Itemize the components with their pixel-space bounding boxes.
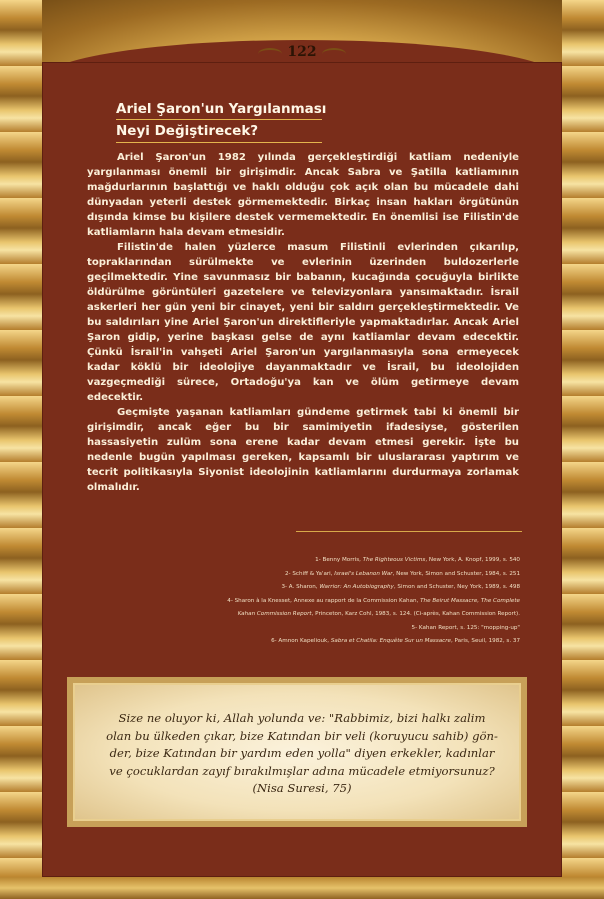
footnote-5: 5- Kahan Report, s. 125: "mopping-up" [411, 624, 520, 631]
paragraph: Geçmişte yaşanan katliamları gündeme getirmek tabi ki önemli bir girişimdir, ancak eğer bu bir samimiyetin ifadesiyse, gösterilen hassasiyetin zulüm sona erene kadar devam etmesi gerekir. İşte bu nedenle bugün yapılması gereken, kapsamlı bir uluslararası yaptırım ve tecrit politikasıyla Siyonist ideolojinin katliamlarını durdurmaya zorlamak olmalıdır. [87, 407, 519, 493]
footnote-2: 2- Schiff & Ya'ari, Israel's Lebanon War, New York, Simon and Schuster, 1984, s. 251 [284, 570, 520, 577]
article-body [87, 150, 519, 495]
footnotes [150, 554, 520, 649]
ornamental-frame-left [0, 0, 42, 899]
ornamental-frame-right [562, 0, 604, 899]
quote-line: der, bize Katından bir yardım eden yolla" diyen erkekler, kadınlar [109, 746, 495, 760]
quote-line: olan bu ülkeden çıkar, bize Katından bir veli (koruyucu sahib) gön- [106, 728, 498, 743]
footnote-1: 1- Benny Morris, The Righteous Victims, New York, A. Knopf, 1999, s. 540 [315, 557, 520, 563]
paragraph: Ariel Şaron'un 1982 yılında gerçekleştirdiği katliam nedeniyle yargılanması önemli bir girişimdir. Ancak Sabra ve Şatilla katliamının mağdurlarının başlattığı ve haklı olduğu çok açık olan bu mücadele dahi dünyadan yeterli destek görmemektedir. Birkaç insan hakları örgütünün dışında kimse bu kişilere destek vermemektedir. En önemlisi ise Filistin'de katliamların hala devam etmesidir. [87, 152, 519, 238]
quran-quote [96, 710, 508, 798]
article-title-line-1: Ariel Şaron'un Yargılanması [116, 101, 327, 117]
title-underline-1 [116, 119, 322, 120]
footnote-4-continued: Kahan Commission Report, Princeton, Karz Cohl, 1983, s. 124. (Ci-après, Kahan Commission Report). [237, 611, 520, 617]
page-number: 122 [287, 44, 317, 60]
quote-line: Size ne oluyor ki, Allah yolunda ve: "Rabbimiz, bizi halkı zalim [118, 711, 486, 725]
footnote-6: 6- Amnon Kapeliouk, Sabra et Chatila: Enquête Sur un Massacre, Paris, Seuil, 1982, s. 37 [271, 638, 520, 644]
article-title-line-2: Neyi Değiştirecek? [116, 123, 259, 139]
footnote-divider [296, 531, 522, 532]
footnote-3: 3- A. Sharon, Warrior: An Autobiography, Simon and Schuster, Ney York, 1989, s. 498 [281, 584, 520, 590]
ornamental-frame-bottom [0, 877, 604, 899]
quote-line: ve çocuklardan zayıf bırakılmışlar adına mücadele etmiyorsunuz? [109, 763, 495, 778]
quote-source: (Nisa Suresi, 75) [252, 781, 352, 795]
title-underline-2 [116, 142, 322, 143]
footnote-4: 4- Sharon à la Knesset, Annexe au rapport de la Commission Kahan, The Beirut Massacre, The Complete [227, 597, 520, 604]
paragraph: Filistin'de halen yüzlerce masum Filistinli evlerinden çıkarılıp, topraklarından sürülmekte ve evlerinin üzerinden buldozerlerle geçilmektedir. Yine savunmasız bir babanın, kucağında çocuğuyla birlikte öldürülme görüntüleri gazetelere ve televizyonlara yansımaktadır. İsrail askerleri her gün yeni bir cinayet, yeni bir saldırı gerçekleştirmektedir. Ve bu saldırıları yine Ariel Şaron'un direktifleriyle yapmaktadırlar. Ancak Ariel Şaron gidip, yerine başkası gelse de aynı katliamlar devam edecektir. Çünkü İsrail'in vahşeti Ariel Şaron'un yargılanmasıyla sona ermeyecek kadar köklü bir ideolojiye dayanmaktadır ve İsrail, bu ideolojiden vazgeçmediği sürece, Ortadoğu'ya kan ve ölüm getirmeye devam edecektir. [87, 242, 519, 403]
